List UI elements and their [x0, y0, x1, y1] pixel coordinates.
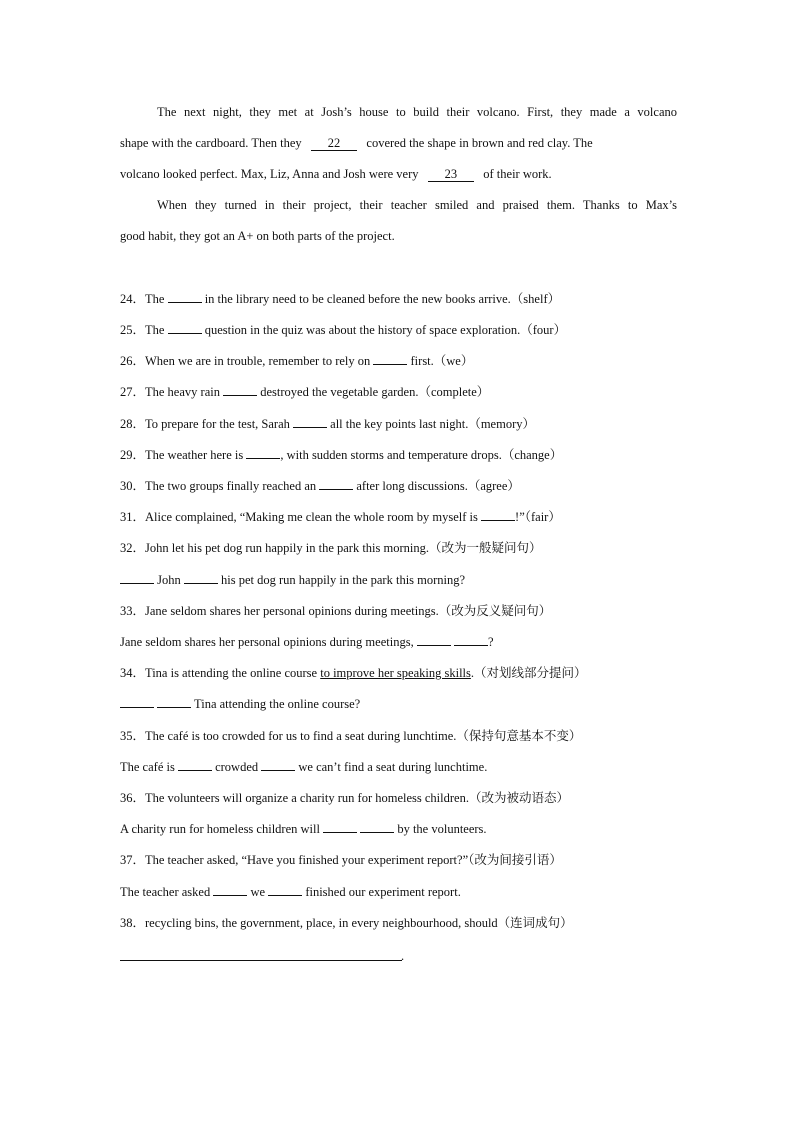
- question-27: 27．The heavy rain destroyed the vegetable garden.（complete）: [120, 385, 490, 399]
- answer-blank[interactable]: [120, 696, 154, 708]
- question-30: 30．The two groups finally reached an after long discussions.（agree）: [120, 479, 520, 493]
- answer-blank[interactable]: [293, 416, 327, 428]
- blank-23[interactable]: 23: [428, 167, 474, 182]
- question-33-answer: Jane seldom shares her personal opinions during meetings, ?: [120, 635, 494, 649]
- question-34-answer: Tina attending the online course?: [120, 696, 680, 712]
- blank-22[interactable]: 22: [311, 136, 357, 151]
- question-25: 25．The question in the quiz was about the history of space exploration.（four）: [120, 323, 567, 337]
- question-33: 33．Jane seldom shares her personal opinions during meetings.（改为反义疑问句）: [120, 604, 552, 618]
- answer-blank[interactable]: [319, 478, 353, 490]
- question-31: 31．Alice complained, “Making me clean the whole room by myself is !”（fair）: [120, 510, 561, 524]
- answer-blank[interactable]: [184, 572, 218, 584]
- question-32: 32．John let his pet dog run happily in the park this morning.（改为一般疑问句）: [120, 541, 542, 555]
- question-24: 24．The in the library need to be cleaned before the new books arrive.（shelf）: [120, 292, 561, 306]
- answer-blank[interactable]: [213, 884, 247, 896]
- question-26: 26．When we are in trouble, remember to rely on first.（we）: [120, 354, 474, 368]
- passage-line-2: shape with the cardboard. Then they 22 covered the shape in brown and red clay. The: [120, 136, 593, 150]
- answer-blank[interactable]: [360, 821, 394, 833]
- answer-blank[interactable]: [481, 509, 515, 521]
- answer-blank[interactable]: [261, 759, 295, 771]
- answer-blank[interactable]: [168, 322, 202, 334]
- question-36-answer: A charity run for homeless children will by the volunteers.: [120, 822, 487, 836]
- question-35: 35．The café is too crowded for us to find a seat during lunchtime.（保持句意基本不变）: [120, 729, 582, 743]
- answer-blank[interactable]: [157, 696, 191, 708]
- answer-blank[interactable]: [323, 821, 357, 833]
- question-29: 29．The weather here is , with sudden storms and temperature drops.（change）: [120, 448, 563, 462]
- passage-line-5: good habit, they got an A+ on both parts of the project.: [120, 229, 395, 243]
- answer-blank[interactable]: [454, 634, 488, 646]
- question-38: 38．recycling bins, the government, place, in every neighbourhood, should（连词成句）: [120, 916, 573, 930]
- answer-blank[interactable]: [178, 759, 212, 771]
- question-32-answer: John his pet dog run happily in the park this morning?: [120, 572, 680, 588]
- answer-blank[interactable]: [246, 447, 280, 459]
- underlined-phrase: to improve her speaking skills: [320, 666, 471, 680]
- question-36: 36．The volunteers will organize a charity run for homeless children.（改为被动语态）: [120, 791, 569, 805]
- answer-blank[interactable]: [120, 572, 154, 584]
- question-37: 37．The teacher asked, “Have you finished your experiment report?”（改为间接引语）: [120, 853, 562, 867]
- question-34: 34．Tina is attending the online course to improve her speaking skills.（对划线部分提问）: [120, 666, 587, 680]
- passage-line-3: volcano looked perfect. Max, Liz, Anna and Josh were very 23 of their work.: [120, 167, 552, 181]
- passage-line-4: When they turned in their project, their teacher smiled and praised them. Thanks to Max’s: [157, 198, 677, 212]
- answer-blank[interactable]: [373, 353, 407, 365]
- question-38-period: .: [401, 949, 405, 963]
- answer-blank[interactable]: [268, 884, 302, 896]
- question-28: 28．To prepare for the test, Sarah all the key points last night.（memory）: [120, 417, 535, 431]
- question-38-answer-line[interactable]: [120, 960, 402, 961]
- question-37-answer: The teacher asked we finished our experiment report.: [120, 885, 461, 899]
- question-35-answer: The café is crowded we can’t find a seat during lunchtime.: [120, 760, 488, 774]
- answer-blank[interactable]: [417, 634, 451, 646]
- answer-blank[interactable]: [223, 384, 257, 396]
- answer-blank[interactable]: [168, 291, 202, 303]
- passage-line-1: The next night, they met at Josh’s house to build their volcano. First, they made a volcano: [157, 105, 677, 119]
